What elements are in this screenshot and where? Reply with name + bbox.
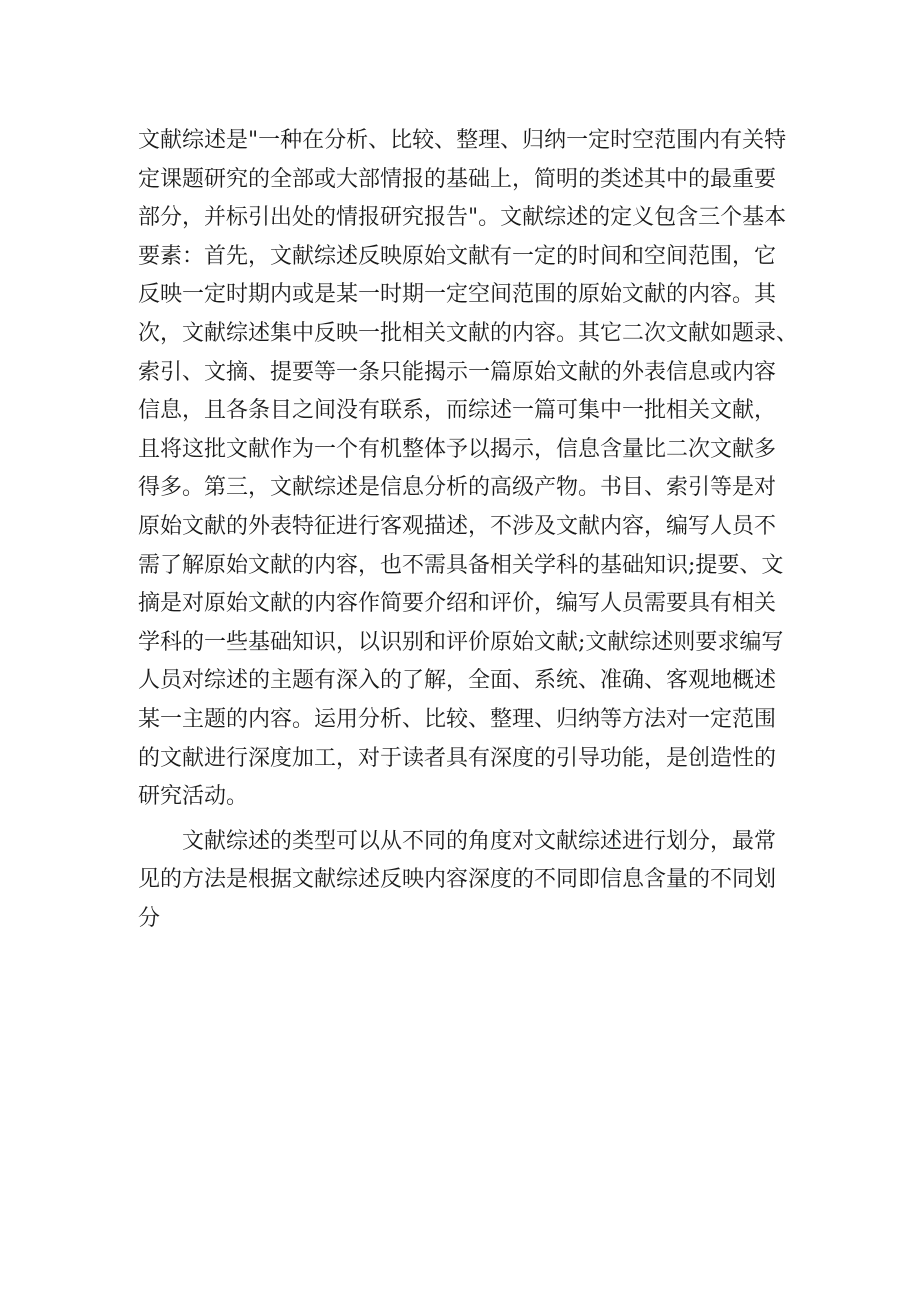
text-line: 原始文献的外表特征进行客观描述，不涉及文献内容，编写人员不 xyxy=(138,513,777,539)
paragraph-2 xyxy=(138,823,788,939)
text-line: 反映一定时期内或是某一时期一定空间范围的原始文献的内容。其 xyxy=(138,282,777,308)
document-body xyxy=(138,122,799,938)
text-line: 学科的一些基础知识，以识别和评价原始文献;文献综述则要求编写 xyxy=(138,629,784,655)
text-line: 得多。第三，文献综述是信息分析的高级产物。书目、索引等是对 xyxy=(138,475,777,501)
text-line: 文献综述的类型可以从不同的角度对文献综述进行划分，最常 xyxy=(182,828,777,854)
text-line: 定课题研究的全部或大部情报的基础上，简明的类述其中的最重要 xyxy=(138,166,777,192)
text-line: 索引、文摘、提要等一条只能揭示一篇原始文献的外表信息或内容 xyxy=(138,359,777,385)
text-line: 某一主题的内容。运用分析、比较、整理、归纳等方法对一定范围 xyxy=(138,706,777,732)
text-line: 且将这批文献作为一个有机整体予以揭示，信息含量比二次文献多 xyxy=(138,436,777,462)
text-line: 次，文献综述集中反映一批相关文献的内容。其它二次文献如题录、 xyxy=(138,320,799,346)
paragraph-1 xyxy=(138,122,799,817)
text-line: 要素：首先，文献综述反映原始文献有一定的时间和空间范围，它 xyxy=(138,243,777,269)
text-line: 部分，并标引出处的情报研究报告"。文献综述的定义包含三个基本 xyxy=(138,205,787,231)
text-line: 分 xyxy=(138,905,161,931)
text-line: 研究活动。 xyxy=(138,784,249,810)
text-line: 人员对综述的主题有深入的了解，全面、系统、准确、客观地概述 xyxy=(138,668,777,694)
text-line: 的文献进行深度加工，对于读者具有深度的引导功能，是创造性的 xyxy=(138,745,777,771)
text-line: 文献综述是"一种在分析、比较、整理、归纳一定时空范围内有关特 xyxy=(138,128,787,153)
text-line: 需了解原始文献的内容，也不需具备相关学科的基础知识;提要、文 xyxy=(138,552,784,578)
text-line: 见的方法是根据文献综述反映内容深度的不同即信息含量的不同划 xyxy=(138,867,777,893)
text-line: 信息，且各条目之间没有联系，而综述一篇可集中一批相关文献， xyxy=(138,398,777,424)
text-line: 摘是对原始文献的内容作简要介绍和评价，编写人员需要具有相关 xyxy=(138,591,777,617)
